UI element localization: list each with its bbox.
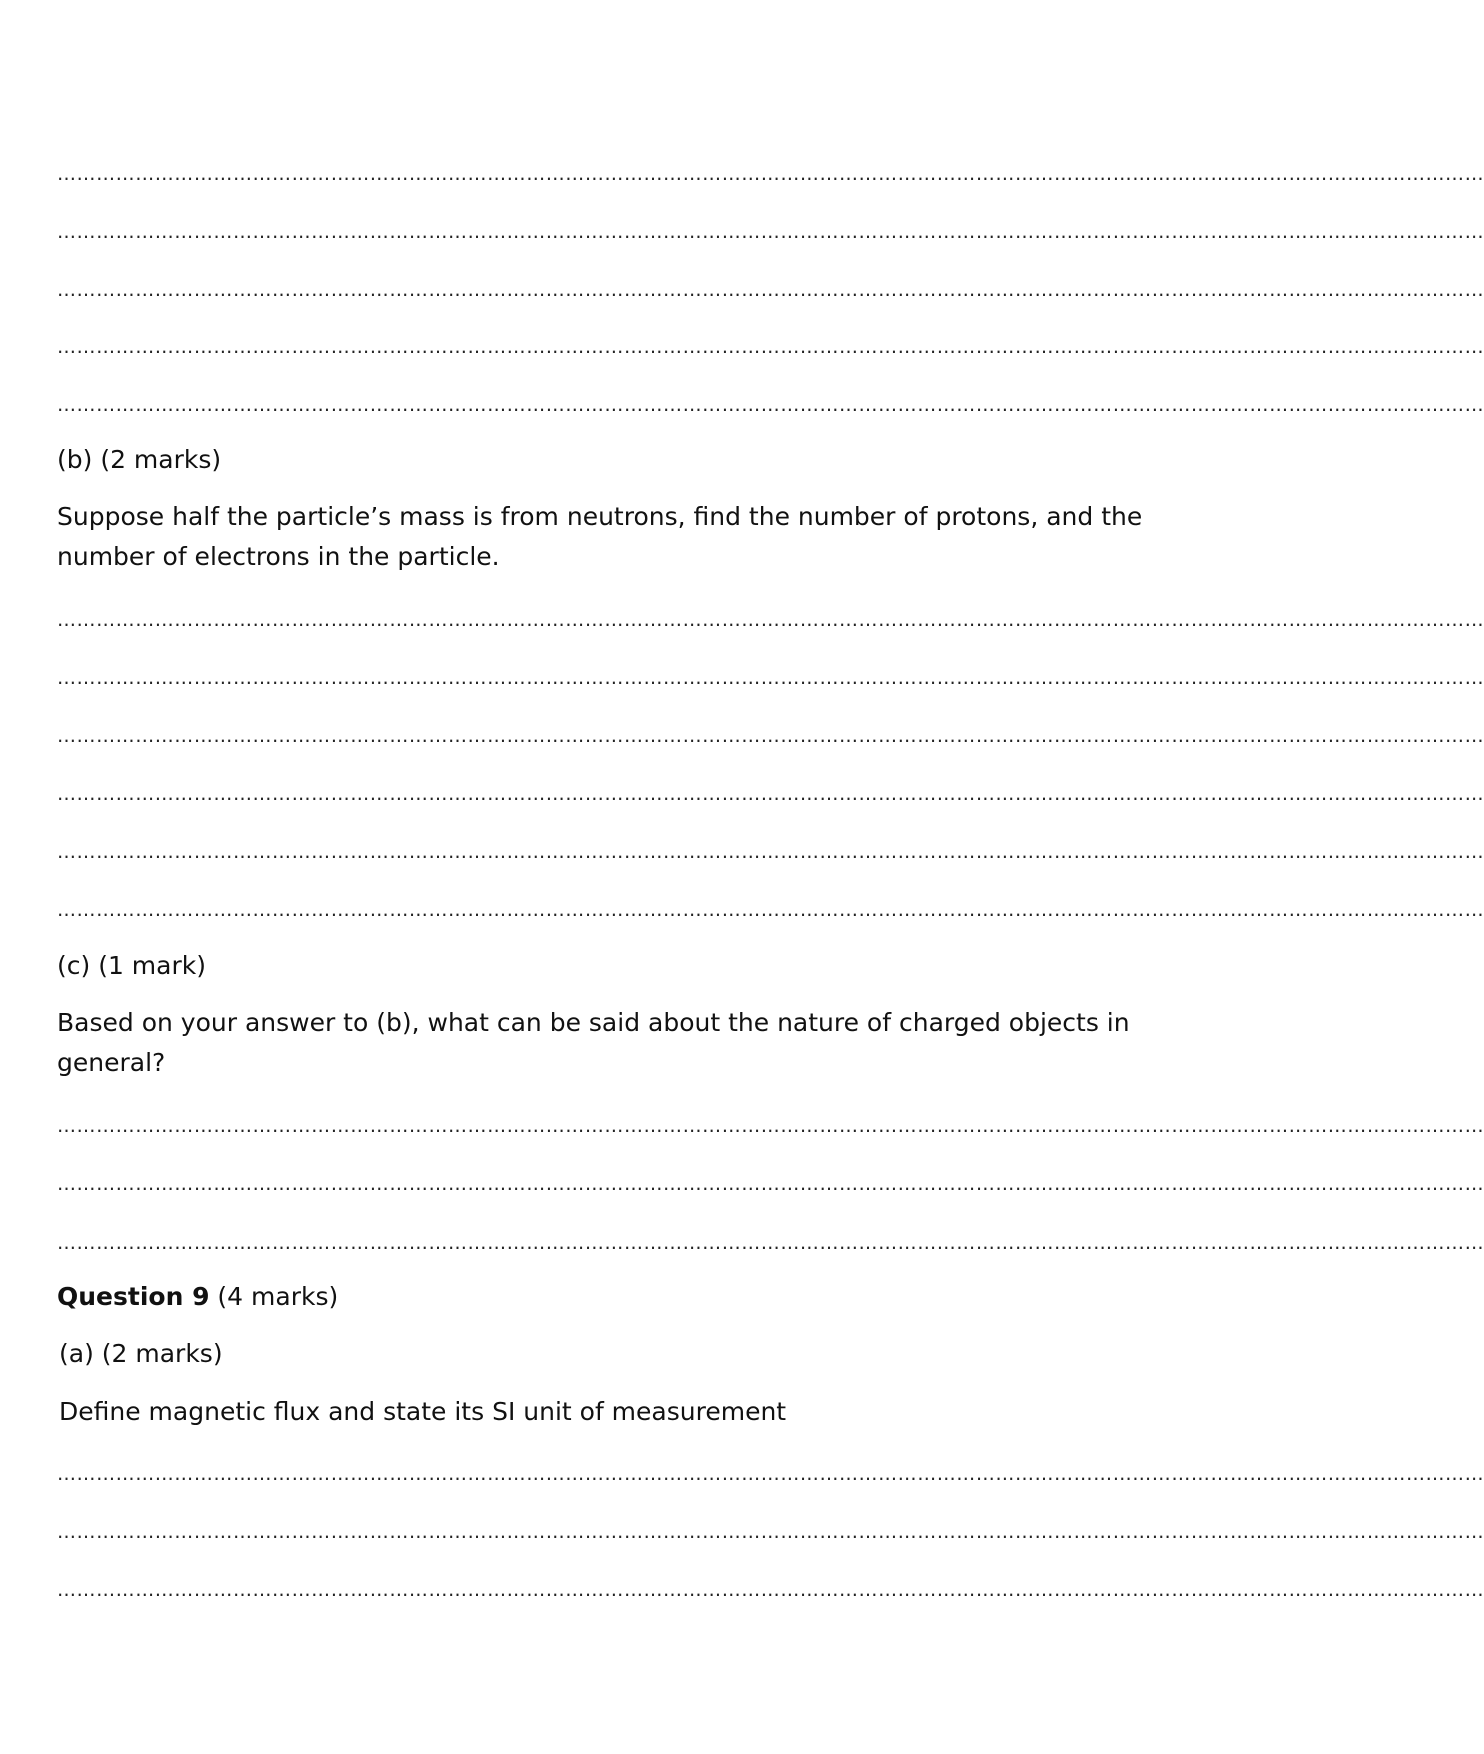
part-c-question: Based on your answer to (b), what can be said about the nature of charged objects in general? [57, 1008, 1130, 1077]
answer-line[interactable]: ………………………………………………………………………………………………………………………………………………………………………………………………… [57, 221, 1484, 243]
answer-line[interactable]: ………………………………………………………………………………………………………………………………………………………………………………………………… [57, 783, 1484, 805]
part-c-heading: (c) (1 mark) [57, 951, 206, 980]
question-9-part-a-heading: (a) (2 marks) [59, 1339, 223, 1368]
answer-line[interactable]: ………………………………………………………………………………………………………………………………………………………………………………………………… [57, 899, 1484, 921]
answer-line[interactable]: ………………………………………………………………………………………………………………………………………………………………………………………………… [57, 1173, 1484, 1195]
question-9-part-a-question: Define magnetic flux and state its SI unit of measurement [59, 1397, 787, 1426]
answer-line[interactable]: ………………………………………………………………………………………………………………………………………………………………………………………………… [57, 336, 1484, 358]
part-b-question: Suppose half the particle’s mass is from neutrons, find the number of protons, and the number of electrons in the particle. [57, 502, 1143, 571]
answer-line[interactable]: ………………………………………………………………………………………………………………………………………………………………………………………………… [57, 279, 1484, 301]
answer-line[interactable]: ………………………………………………………………………………………………………………………………………………………………………………………………… [57, 667, 1484, 689]
question-9-marks: (4 marks) [209, 1282, 339, 1311]
question-9-label: Question 9 [57, 1282, 210, 1311]
part-b-heading: (b) (2 marks) [57, 445, 222, 474]
answer-line[interactable]: ………………………………………………………………………………………………………………………………………………………………………………………………… [57, 1463, 1484, 1485]
answer-line[interactable]: ………………………………………………………………………………………………………………………………………………………………………………………………… [57, 163, 1484, 185]
answer-line[interactable]: ………………………………………………………………………………………………………………………………………………………………………………………………… [57, 725, 1484, 747]
question-9-title [57, 1277, 338, 1317]
answer-line[interactable]: ………………………………………………………………………………………………………………………………………………………………………………………………… [57, 1115, 1484, 1137]
answer-line[interactable]: ………………………………………………………………………………………………………………………………………………………………………………………………… [57, 394, 1484, 416]
answer-line[interactable]: ………………………………………………………………………………………………………………………………………………………………………………………………… [57, 841, 1484, 863]
answer-line[interactable]: ………………………………………………………………………………………………………………………………………………………………………………………………… [57, 609, 1484, 631]
answer-line[interactable]: ………………………………………………………………………………………………………………………………………………………………………………………………… [57, 1579, 1484, 1601]
answer-line[interactable]: ………………………………………………………………………………………………………………………………………………………………………………………………… [57, 1521, 1484, 1543]
answer-line[interactable]: ………………………………………………………………………………………………………………………………………………………………………………………………… [57, 1232, 1484, 1254]
